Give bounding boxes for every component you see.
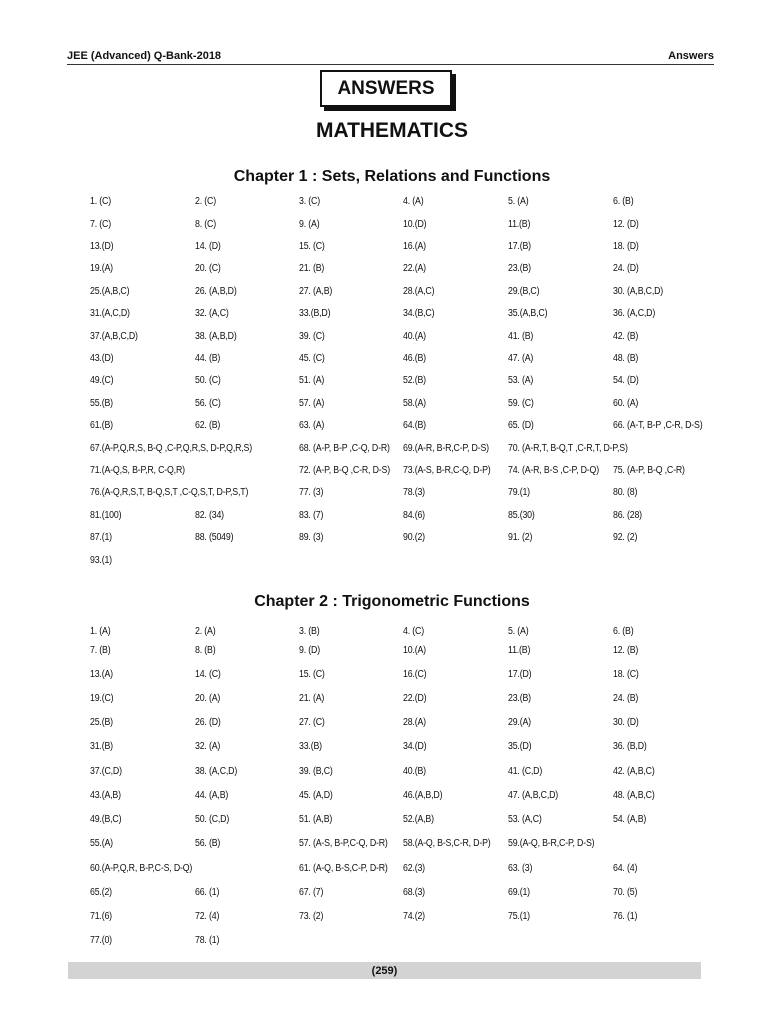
answer-item: 77.(0) xyxy=(90,935,112,946)
answer-item: 22.(A) xyxy=(403,263,426,274)
answer-item: 86. (28) xyxy=(613,510,642,521)
answer-item: 11.(B) xyxy=(508,645,531,656)
answer-item: 6. (B) xyxy=(613,196,634,207)
answer-item: 58.(A-Q, B-S,C-R, D-P) xyxy=(403,838,491,849)
answer-item: 52.(A,B) xyxy=(403,814,434,825)
answer-item: 19.(A) xyxy=(90,263,113,274)
answers-banner: ANSWERS xyxy=(320,70,452,107)
answer-item: 24. (D) xyxy=(613,263,639,274)
answer-item: 64. (4) xyxy=(613,863,638,874)
answer-item: 75. (A-P, B-Q ,C-R) xyxy=(613,465,685,476)
answer-item: 8. (B) xyxy=(195,645,216,656)
answer-item: 28.(A,C) xyxy=(403,286,435,297)
answer-item: 74.(2) xyxy=(403,911,425,922)
answer-item: 35.(A,B,C) xyxy=(508,308,548,319)
answer-item: 12. (D) xyxy=(613,219,639,230)
answer-item: 69.(A-R, B-R,C-P, D-S) xyxy=(403,443,489,454)
answer-item: 62. (B) xyxy=(195,420,221,431)
answer-item: 16.(A) xyxy=(403,241,426,252)
answer-item: 66. (A-T, B-P ,C-R, D-S) xyxy=(613,420,703,431)
answer-item: 2. (A) xyxy=(195,626,216,637)
answer-item: 80. (8) xyxy=(613,487,638,498)
answer-item: 55.(B) xyxy=(90,398,113,409)
answer-item: 45. (C) xyxy=(299,353,325,364)
answer-item: 48. (B) xyxy=(613,353,639,364)
answer-item: 18. (D) xyxy=(613,241,639,252)
answer-item: 2. (C) xyxy=(195,196,216,207)
answer-item: 20. (A) xyxy=(195,693,221,704)
answer-item: 25.(A,B,C) xyxy=(90,286,130,297)
page-header-left: JEE (Advanced) Q-Bank-2018 xyxy=(67,50,222,62)
answer-item: 50. (C,D) xyxy=(195,814,230,825)
answer-item: 54. (D) xyxy=(613,375,639,386)
chapter-1-title: Chapter 1 : Sets, Relations and Functions xyxy=(233,168,551,185)
answer-item: 51. (A) xyxy=(299,375,325,386)
answer-item: 1. (C) xyxy=(90,196,111,207)
answer-item: 73.(A-S, B-R,C-Q, D-P) xyxy=(403,465,491,476)
answer-item: 49.(C) xyxy=(90,375,114,386)
answer-item: 29.(B,C) xyxy=(508,286,540,297)
answer-item: 49.(B,C) xyxy=(90,814,122,825)
answer-item: 39. (C) xyxy=(299,331,325,342)
answer-item: 71.(A-Q,S, B-P,R, C-Q,R) xyxy=(90,465,185,476)
answer-item: 87.(1) xyxy=(90,532,112,543)
answer-item: 7. (B) xyxy=(90,645,111,656)
answer-item: 53. (A) xyxy=(508,375,534,386)
answer-item: 85.(30) xyxy=(508,510,535,521)
answer-item: 10.(D) xyxy=(403,219,427,230)
answer-item: 64.(B) xyxy=(403,420,426,431)
answer-item: 88. (5049) xyxy=(195,532,234,543)
answer-item: 9. (A) xyxy=(299,219,320,230)
answer-item: 74. (A-R, B-S ,C-P, D-Q) xyxy=(508,465,599,476)
answer-item: 68.(3) xyxy=(403,887,425,898)
answer-item: 20. (C) xyxy=(195,263,221,274)
answer-item: 47. (A) xyxy=(508,353,534,364)
answer-item: 59. (C) xyxy=(508,398,534,409)
answer-item: 89. (3) xyxy=(299,532,324,543)
answer-item: 16.(C) xyxy=(403,669,427,680)
answer-item: 5. (A) xyxy=(508,196,529,207)
answer-item: 55.(A) xyxy=(90,838,113,849)
answer-item: 7. (C) xyxy=(90,219,111,230)
answer-item: 19.(C) xyxy=(90,693,114,704)
answer-item: 46.(A,B,D) xyxy=(403,790,443,801)
answer-item: 48. (A,B,C) xyxy=(613,790,655,801)
answer-item: 60.(A-P,Q,R, B-P,C-S, D-Q) xyxy=(90,863,193,874)
subject-title: MATHEMATICS xyxy=(315,119,469,142)
answer-item: 17.(D) xyxy=(508,669,532,680)
answer-item: 61.(B) xyxy=(90,420,113,431)
answer-item: 54. (A,B) xyxy=(613,814,647,825)
answer-item: 44. (A,B) xyxy=(195,790,229,801)
answer-item: 14. (D) xyxy=(195,241,221,252)
answer-item: 23.(B) xyxy=(508,693,531,704)
answer-item: 46.(B) xyxy=(403,353,426,364)
answer-item: 93.(1) xyxy=(90,555,112,566)
answer-item: 90.(2) xyxy=(403,532,425,543)
answer-item: 40.(A) xyxy=(403,331,426,342)
answer-item: 30. (D) xyxy=(613,717,639,728)
answer-item: 65.(2) xyxy=(90,887,112,898)
answer-item: 81.(100) xyxy=(90,510,122,521)
answer-item: 31.(B) xyxy=(90,741,113,752)
answer-item: 59.(A-Q, B-R,C-P, D-S) xyxy=(508,838,595,849)
answer-item: 43.(D) xyxy=(90,353,114,364)
answer-item: 41. (C,D) xyxy=(508,766,543,777)
answer-item: 63. (A) xyxy=(299,420,325,431)
answer-item: 72. (A-P, B-Q ,C-R, D-S) xyxy=(299,465,390,476)
answer-item: 36. (B,D) xyxy=(613,741,647,752)
answer-item: 50. (C) xyxy=(195,375,221,386)
answer-item: 14. (C) xyxy=(195,669,221,680)
answer-item: 29.(A) xyxy=(508,717,531,728)
answer-item: 51. (A,B) xyxy=(299,814,333,825)
answer-item: 37.(C,D) xyxy=(90,766,122,777)
answer-item: 70. (A-R,T, B-Q,T ,C-R,T, D-P,S) xyxy=(508,443,628,454)
answer-item: 21. (A) xyxy=(299,693,325,704)
answer-item: 63. (3) xyxy=(508,863,533,874)
answer-item: 5. (A) xyxy=(508,626,529,637)
chapter-2-title: Chapter 2 : Trigonometric Functions xyxy=(254,593,530,610)
answer-item: 36. (A,C,D) xyxy=(613,308,656,319)
answer-item: 8. (C) xyxy=(195,219,216,230)
answer-item: 60. (A) xyxy=(613,398,639,409)
answer-item: 15. (C) xyxy=(299,241,325,252)
answer-item: 24. (B) xyxy=(613,693,639,704)
answer-item: 13.(A) xyxy=(90,669,113,680)
answer-item: 21. (B) xyxy=(299,263,325,274)
answer-item: 17.(B) xyxy=(508,241,531,252)
answer-item: 12. (B) xyxy=(613,645,639,656)
answer-item: 92. (2) xyxy=(613,532,638,543)
answer-item: 76.(A-Q,R,S,T, B-Q,S,T ,C-Q,S,T, D-P,S,T) xyxy=(90,487,249,498)
answer-item: 28.(A) xyxy=(403,717,426,728)
answer-item: 6. (B) xyxy=(613,626,634,637)
answer-item: 72. (4) xyxy=(195,911,220,922)
answer-item: 26. (D) xyxy=(195,717,221,728)
answer-item: 82. (34) xyxy=(195,510,224,521)
answer-item: 26. (A,B,D) xyxy=(195,286,237,297)
answer-item: 27. (A,B) xyxy=(299,286,333,297)
page-footer xyxy=(68,962,701,979)
answer-item: 57. (A) xyxy=(299,398,325,409)
answer-item: 75.(1) xyxy=(508,911,530,922)
answer-item: 61. (A-Q, B-S,C-P, D-R) xyxy=(299,863,388,874)
answer-item: 9. (D) xyxy=(299,645,320,656)
answer-item: 79.(1) xyxy=(508,487,530,498)
answer-item: 32. (A,C) xyxy=(195,308,229,319)
answer-item: 68. (A-P, B-P ,C-Q, D-R) xyxy=(299,443,390,454)
answer-item: 30. (A,B,C,D) xyxy=(613,286,664,297)
answer-item: 69.(1) xyxy=(508,887,530,898)
answer-item: 58.(A) xyxy=(403,398,426,409)
answer-item: 25.(B) xyxy=(90,717,113,728)
answer-item: 34.(B,C) xyxy=(403,308,435,319)
answer-item: 53. (A,C) xyxy=(508,814,542,825)
answer-item: 62.(3) xyxy=(403,863,425,874)
page-header-right: Answers xyxy=(668,50,714,62)
answer-item: 4. (A) xyxy=(403,196,424,207)
answer-item: 13.(D) xyxy=(90,241,114,252)
answer-item: 22.(D) xyxy=(403,693,427,704)
answer-item: 3. (B) xyxy=(299,626,320,637)
answer-item: 38. (A,C,D) xyxy=(195,766,238,777)
answer-item: 56. (C) xyxy=(195,398,221,409)
answer-item: 38. (A,B,D) xyxy=(195,331,237,342)
answer-item: 18. (C) xyxy=(613,669,639,680)
answer-item: 33.(B) xyxy=(299,741,322,752)
answer-item: 71.(6) xyxy=(90,911,112,922)
answer-item: 45. (A,D) xyxy=(299,790,333,801)
answer-item: 33.(B,D) xyxy=(299,308,331,319)
answer-item: 37.(A,B,C,D) xyxy=(90,331,138,342)
answer-item: 57. (A-S, B-P,C-Q, D-R) xyxy=(299,838,388,849)
answer-item: 34.(D) xyxy=(403,741,427,752)
answer-item: 67.(A-P,Q,R,S, B-Q ,C-P,Q,R,S, D-P,Q,R,S) xyxy=(90,443,252,454)
answer-item: 77. (3) xyxy=(299,487,324,498)
answer-item: 27. (C) xyxy=(299,717,325,728)
answer-item: 76. (1) xyxy=(613,911,638,922)
answer-item: 43.(A,B) xyxy=(90,790,121,801)
answer-item: 42. (A,B,C) xyxy=(613,766,655,777)
answer-item: 15. (C) xyxy=(299,669,325,680)
answer-item: 4. (C) xyxy=(403,626,424,637)
answer-item: 91. (2) xyxy=(508,532,533,543)
answer-item: 11.(B) xyxy=(508,219,531,230)
answer-item: 35.(D) xyxy=(508,741,532,752)
answer-item: 44. (B) xyxy=(195,353,221,364)
answer-item: 52.(B) xyxy=(403,375,426,386)
answer-item: 78. (1) xyxy=(195,935,220,946)
answer-item: 66. (1) xyxy=(195,887,220,898)
answer-item: 10.(A) xyxy=(403,645,426,656)
answer-item: 42. (B) xyxy=(613,331,639,342)
answer-item: 65. (D) xyxy=(508,420,534,431)
page-number: (259) xyxy=(371,964,398,977)
answer-item: 32. (A) xyxy=(195,741,221,752)
answer-item: 78.(3) xyxy=(403,487,425,498)
answer-item: 41. (B) xyxy=(508,331,534,342)
answer-item: 73. (2) xyxy=(299,911,324,922)
answer-item: 47. (A,B,C,D) xyxy=(508,790,559,801)
answer-item: 70. (5) xyxy=(613,887,638,898)
answer-item: 1. (A) xyxy=(90,626,111,637)
answer-item: 83. (7) xyxy=(299,510,324,521)
answer-item: 84.(6) xyxy=(403,510,425,521)
answer-item: 23.(B) xyxy=(508,263,531,274)
answer-item: 39. (B,C) xyxy=(299,766,333,777)
answer-item: 31.(A,C,D) xyxy=(90,308,130,319)
answer-item: 3. (C) xyxy=(299,196,320,207)
answer-item: 40.(B) xyxy=(403,766,426,777)
answer-item: 56. (B) xyxy=(195,838,221,849)
answer-item: 67. (7) xyxy=(299,887,324,898)
